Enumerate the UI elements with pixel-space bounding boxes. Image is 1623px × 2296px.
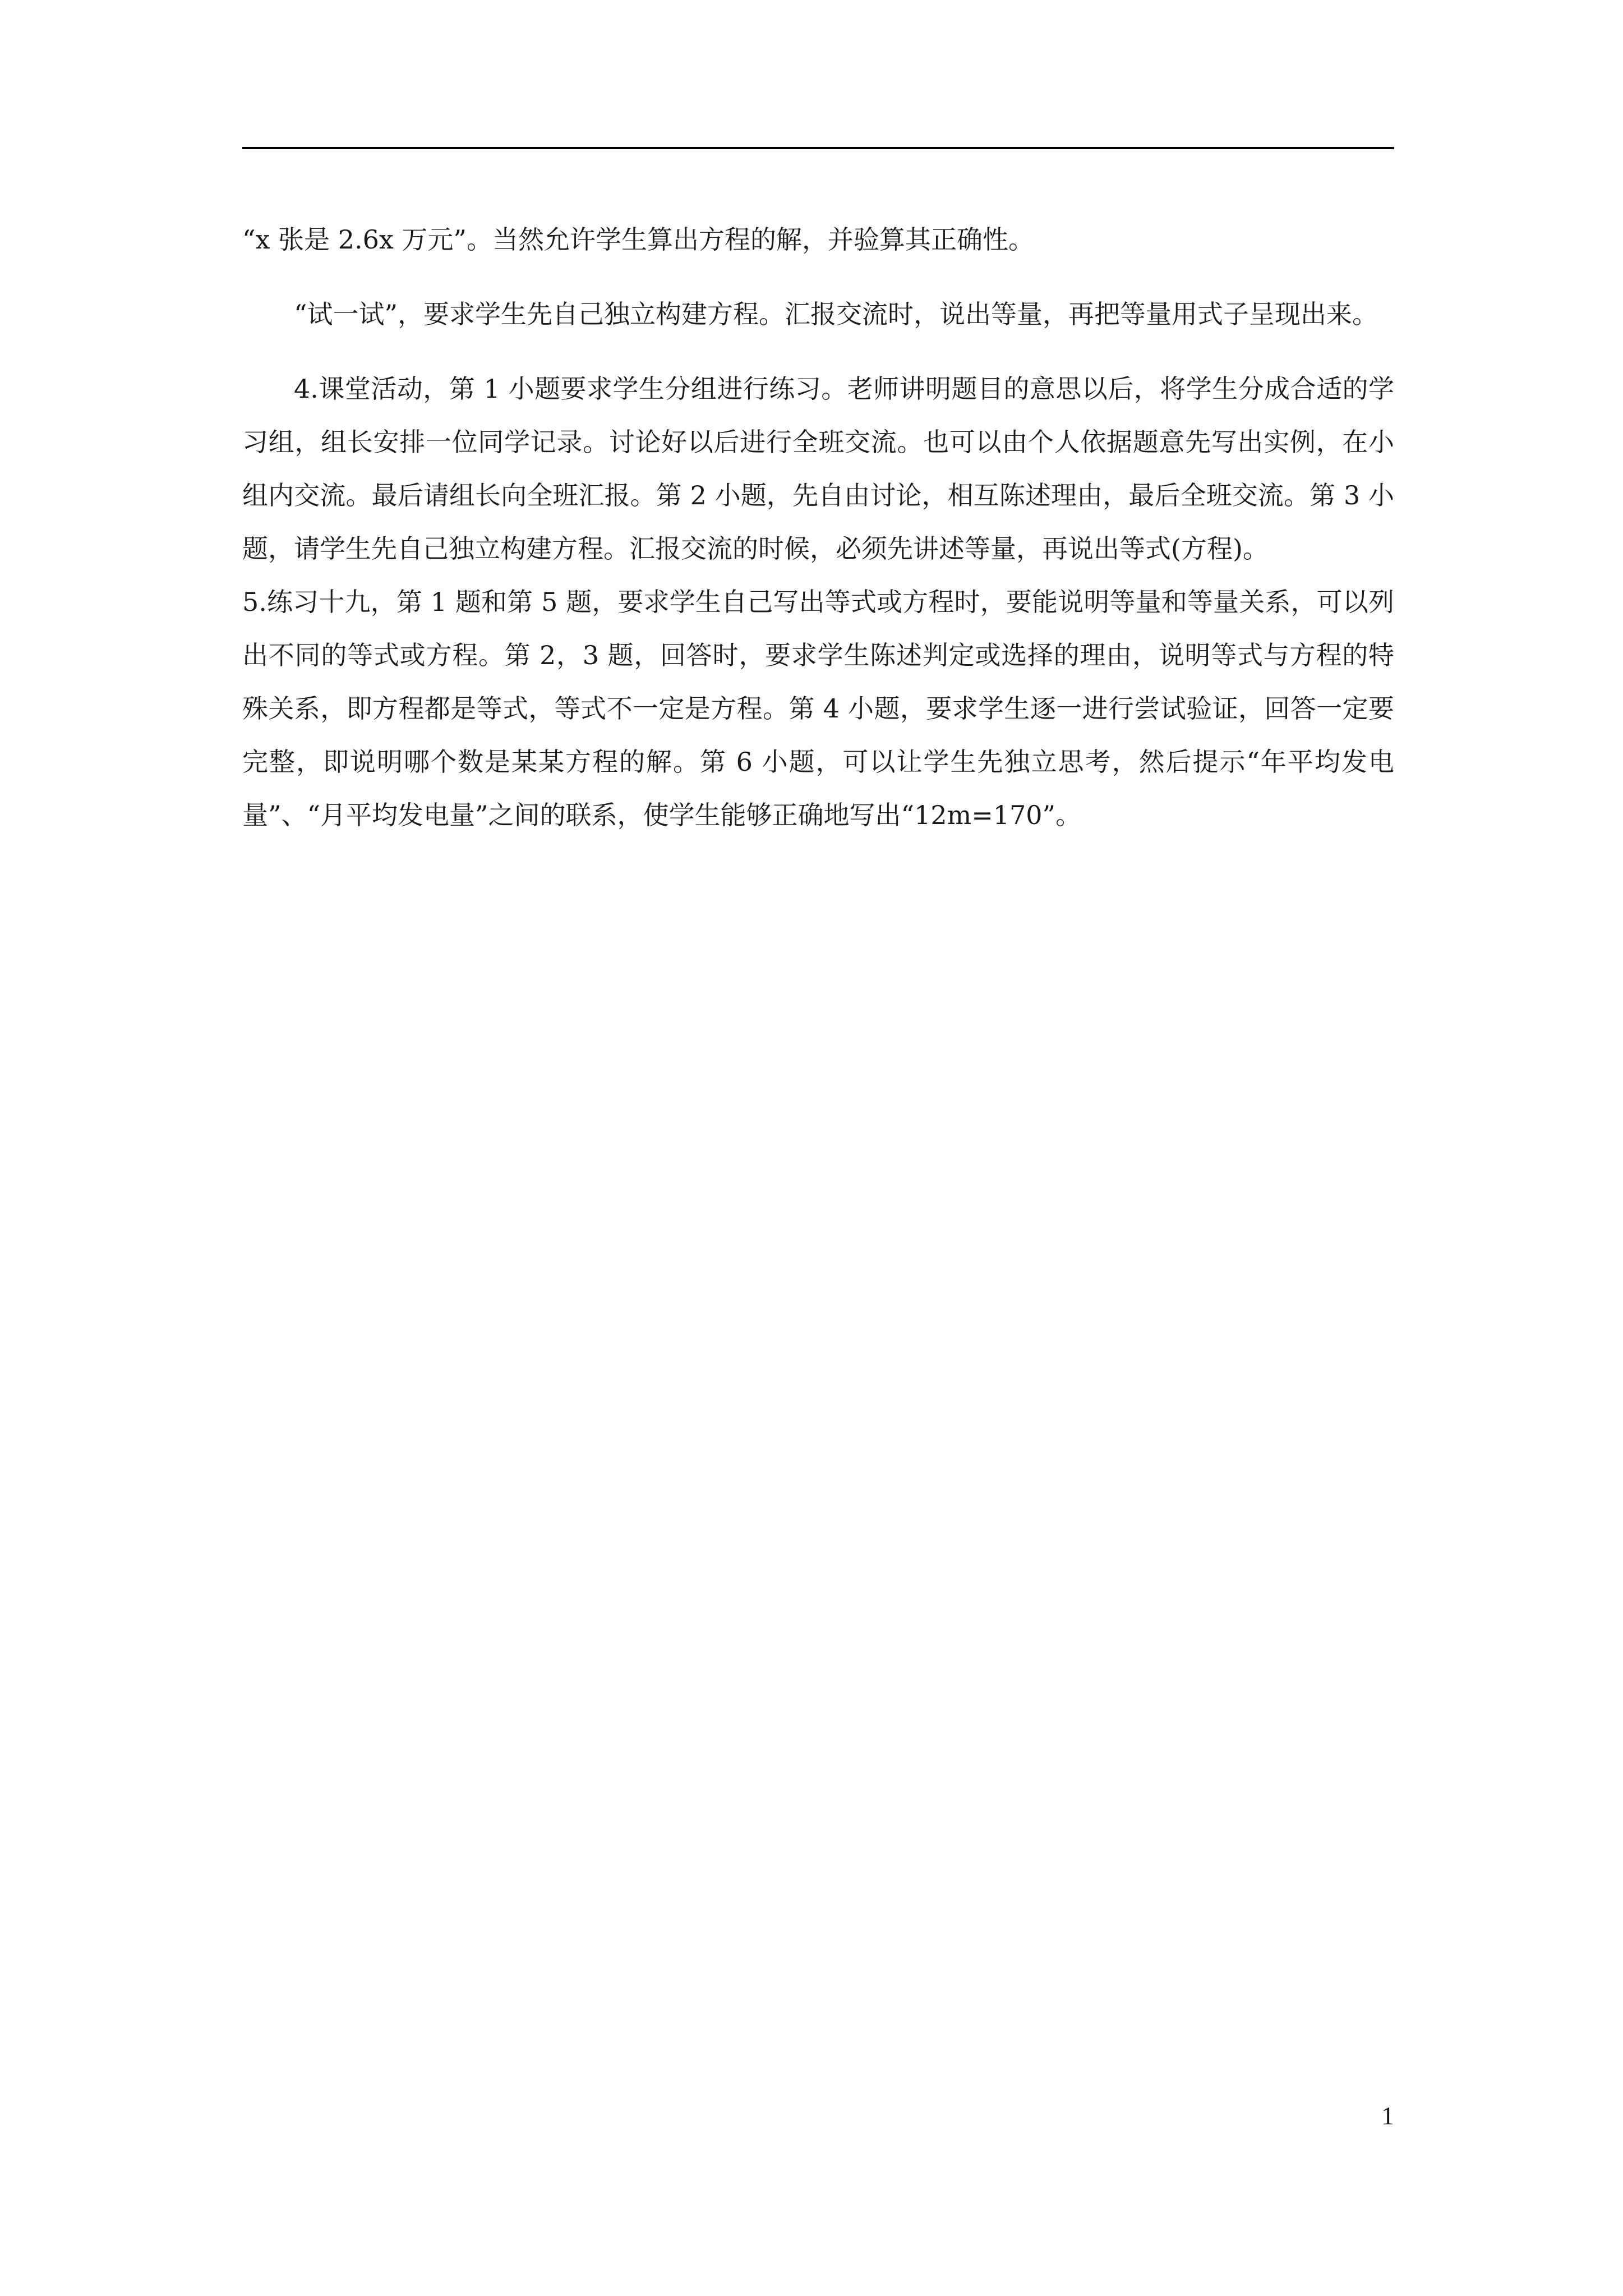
header-rule bbox=[242, 147, 1394, 149]
document-body bbox=[242, 213, 1394, 842]
page-number: 1 bbox=[1381, 2101, 1394, 2130]
paragraph-2: “试一试”，要求学生先自己独立构建方程。汇报交流时，说出等量，再把等量用式子呈现出来。 bbox=[294, 299, 1378, 329]
paragraph-3: 4.课堂活动，第 1 小题要求学生分组进行练习。老师讲明题目的意思以后，将学生分成合适的学习组，组长安排一位同学记录。讨论好以后进行全班交流。也可以由个人依据题意先写出实例，在小组内交流。最后请组长向全班汇报。第 2 小题，先自由讨论，相互陈述理由，最后全班交流。第 3 小题，请学生先自己独立构建方程。汇报交流的时候，必须先讲述等量，再说出等式(方程)。 bbox=[242, 374, 1394, 564]
paragraph-1: “x 张是 2.6x 万元”。当然允许学生算出方程的解，并验算其正确性。 bbox=[242, 224, 1034, 255]
paragraph-4: 5.练习十九，第 1 题和第 5 题，要求学生自己写出等式或方程时，要能说明等量和等量关系，可以列出不同的等式或方程。第 2，3 题，回答时，要求学生陈述判定或选择的理由，说明等式与方程的特殊关系，即方程都是等式，等式不一定是方程。第 4 小题，要求学生逐一进行尝试验证，回答一定要完整，即说明哪个数是某某方程的解。第 6 小题，可以让学生先独立思考，然后提示“年平均发电量”、“月平均发电量”之间的联系，使学生能够正确地写出“12m=170”。 bbox=[242, 587, 1394, 830]
